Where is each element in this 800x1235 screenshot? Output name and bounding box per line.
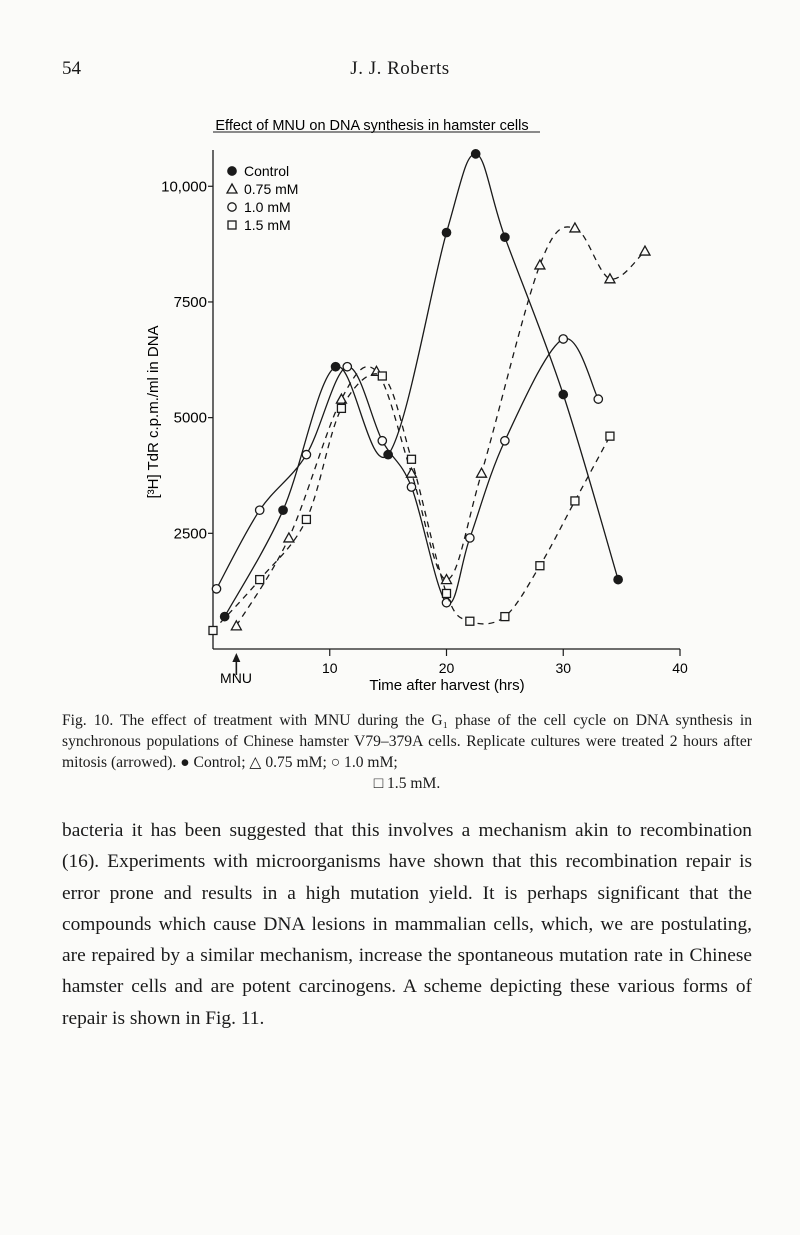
data-point-1-0-mm xyxy=(594,395,602,403)
data-point-control xyxy=(501,233,509,241)
data-point-1-0-mm xyxy=(302,450,310,458)
data-point-1-5-mm xyxy=(407,455,415,463)
y-tick-label: 2500 xyxy=(173,525,207,543)
data-point-0-75-mm xyxy=(442,575,452,584)
data-point-0-75-mm xyxy=(477,468,487,477)
data-point-1-5-mm xyxy=(302,515,310,523)
data-point-1-5-mm xyxy=(536,562,544,570)
mnu-annotation: MNU xyxy=(220,670,252,686)
data-point-1-5-mm xyxy=(466,617,474,625)
x-tick-label: 10 xyxy=(321,660,338,676)
data-point-1-5-mm xyxy=(606,432,614,440)
data-point-1-5-mm xyxy=(378,372,386,380)
y-axis-label: [³H] TdR c.p.m./ml in DNA xyxy=(145,325,162,499)
legend-marker xyxy=(228,167,236,175)
data-point-1-0-mm xyxy=(466,534,474,542)
body-paragraph: bacteria it has been suggested that this involves a mechanism akin to recombination (16). Experiments with microorganisms have shown that this recombination repair is error prone and results in a high mutation yield. It is perhaps significant that the compounds which cause DNA lesions in mammalian cells, which, we are postulating, are repaired by a similar mechanism, increase the spontaneous mutation rate in Chinese hamster cells and are potent carcinogens. A scheme depicting these various forms of repair is shown in Fig. 11. xyxy=(62,820,752,1029)
legend-marker xyxy=(228,203,236,211)
data-point-control xyxy=(279,506,287,514)
data-point-control xyxy=(442,228,450,236)
data-point-1-5-mm xyxy=(256,576,264,584)
x-tick-label: 30 xyxy=(555,660,572,676)
legend-label: 1.5 mM xyxy=(244,217,291,233)
x-tick-label: 20 xyxy=(438,660,455,676)
data-point-1-0-mm xyxy=(256,506,264,514)
data-point-control xyxy=(614,575,622,583)
legend-label: 1.0 mM xyxy=(244,199,291,215)
data-point-1-0-mm xyxy=(559,335,567,343)
data-point-control xyxy=(471,150,479,158)
series-line-0-75-mm xyxy=(236,227,645,626)
data-point-1-5-mm xyxy=(443,589,451,597)
data-point-0-75-mm xyxy=(284,533,294,542)
data-point-0-75-mm xyxy=(640,246,650,255)
data-point-0-75-mm xyxy=(231,621,241,630)
data-point-1-0-mm xyxy=(378,437,386,445)
data-point-1-0-mm xyxy=(501,437,509,445)
figure-caption xyxy=(62,710,752,794)
data-point-1-0-mm xyxy=(212,585,220,593)
caption-last: □ 1.5 mM. xyxy=(373,775,441,792)
mnu-arrowhead xyxy=(232,653,240,662)
legend-label: 0.75 mM xyxy=(244,181,299,197)
x-axis-label: Time after harvest (hrs) xyxy=(369,677,525,694)
data-point-control xyxy=(220,612,228,620)
data-point-1-5-mm xyxy=(501,613,509,621)
data-point-control xyxy=(559,390,567,398)
data-point-0-75-mm xyxy=(605,274,615,283)
series-line-1-5-mm xyxy=(213,374,610,631)
data-point-0-75-mm xyxy=(535,260,545,269)
y-tick-label: 7500 xyxy=(173,293,207,311)
data-point-1-0-mm xyxy=(407,483,415,491)
data-point-0-75-mm xyxy=(570,223,580,232)
data-point-1-5-mm xyxy=(209,626,217,634)
y-tick-label: 5000 xyxy=(173,409,207,427)
data-point-1-0-mm xyxy=(343,363,351,371)
caption-main: Fig. 10. The effect of treatment with MNU during the G₁ phase of the cell cycle on DNA synthesis in synchronous populations of Chinese hamster V79–379A cells. Replicate cultures were treated 2 hours after mitosis (arrowed). ● Control; △ 0.75 mM; ○ 1.0 mM; xyxy=(62,712,752,771)
page-number: 54 xyxy=(62,58,81,79)
legend-marker xyxy=(227,184,237,193)
legend-marker xyxy=(228,221,236,229)
legend-label: Control xyxy=(244,163,290,179)
x-tick-label: 40 xyxy=(672,660,688,676)
chart-title: Effect of MNU on DNA synthesis in hamster cells xyxy=(215,118,529,134)
data-point-control xyxy=(331,363,339,371)
y-tick-label: 10,000 xyxy=(161,178,207,196)
running-head: J. J. Roberts xyxy=(350,58,450,79)
data-point-1-5-mm xyxy=(571,497,579,505)
data-point-1-5-mm xyxy=(337,404,345,412)
